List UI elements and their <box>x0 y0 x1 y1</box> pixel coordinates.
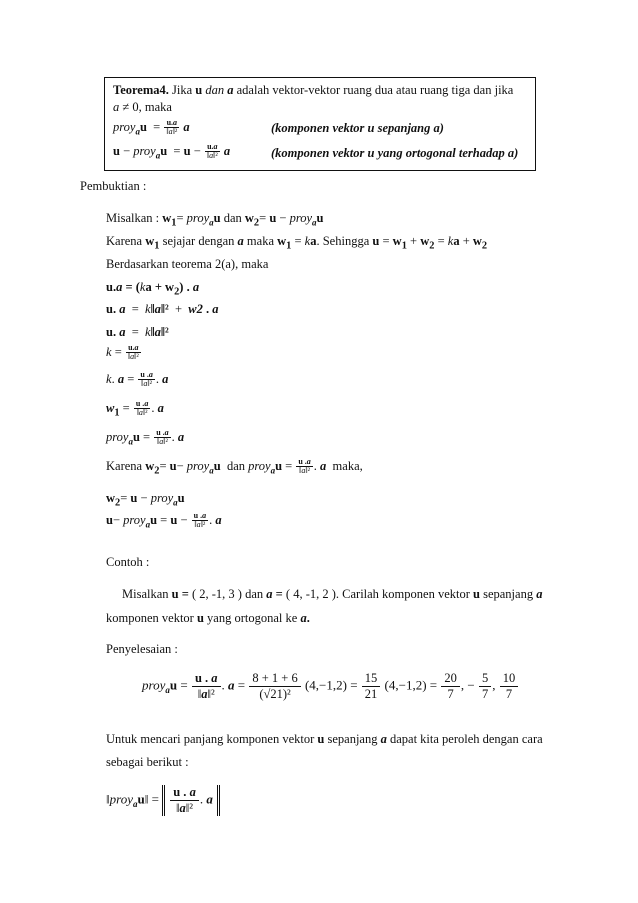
proof-line-7: k = $\frac{u.a}{\text{‖a‖²}}$ <box>106 343 139 362</box>
length-line-2: sebagai berikut : <box>106 755 189 769</box>
proof-line-1: Misalkan : $w_1=$ proy$_a$u dan $w_2= u$ − proy$_a$u <box>106 211 324 229</box>
proof-line-6: u. a = k‖a‖² <box>106 325 169 339</box>
theorem-note-2: (komponen vektor u yang ortogonal terhadap a) <box>271 146 519 160</box>
theorem-formula-1: proy$_a$u = $\frac{u.a}{\text{‖a‖²}}$ a <box>113 118 190 137</box>
solution-heading: Penyelesaian : <box>106 642 178 656</box>
example-problem-line-2: komponen vektor u yang ortogonal ke a. <box>106 611 310 625</box>
proof-line-2: Karena $w_1$ sejajar dengan a maka $w_1$ = ka. Sehingga $u = w_1 + w_2$ = ka + $w_2$ <box>106 234 488 252</box>
proof-line-10: proy$_a$u = $\frac{u .a}{\text{‖a‖²}}$ . a <box>106 428 185 447</box>
theorem-formula-2: u − proy$_a$u = u − $\frac{u.a}{\text{‖a‖²}}$ a <box>113 142 231 161</box>
proof-line-3: Berdasarkan teorema 2(a), maka <box>106 257 269 271</box>
example-problem-line-1: Misalkan u = ( 2, -1, 3 ) dan a = ( 4, -1, 2 ). Carilah komponen vektor u sepanjang a <box>122 587 543 601</box>
theorem-line-1: Teorema4. Jika u dan a adalah vektor-vektor ruang dua atau ruang tiga dan jika <box>113 83 514 97</box>
proof-line-8: k. a = $\frac{u .a}{\text{‖a‖²}}$ . a <box>106 370 169 389</box>
theorem-condition: a ≠ 0, maka <box>113 100 172 114</box>
length-equation: ‖proy$_a$u‖ = $\frac{u . a}{\text{‖a‖²}}$ . a <box>106 785 220 816</box>
proof-heading: Pembuktian : <box>80 179 147 193</box>
length-line-1: Untuk mencari panjang komponen vektor u sepanjang a dapat kita peroleh dengan cara <box>106 732 543 746</box>
proof-line-13: u− proy$_a$u = u − $\frac{u .a}{\text{‖a‖²}}$ . a <box>106 511 222 530</box>
proof-line-5: u. a = k‖a‖² + w2 . a <box>106 302 219 316</box>
proof-line-11: Karena $w_2= u-$ proy$_a$u dan proy$_a$u = $\frac{u .a}{\text{‖a‖²}}$ . a maka, <box>106 457 363 477</box>
solution-equation: proy$_a$u = $\frac{u . a}{\text{‖a‖²}}$ . a = $\frac{8 + 1 + 6}{\text{(√21)²}}$ (4,−1,2) = $\frac{15}{21}$ (4,−1,2) = $\frac{20}{7}$ , − $\frac{5}{7}$ , $\frac{10}{7}$ <box>142 671 519 702</box>
theorem-note-1: (komponen vektor u sepanjang a) <box>271 121 444 135</box>
proof-line-12: $w_2= u$ − proy$_a$u <box>106 491 185 509</box>
proof-line-4: $u.a = (ka + w_2)$ . a <box>106 280 200 298</box>
proof-line-9: $w_1$ = $\frac{u .a}{\text{‖a‖²}}$ . a <box>106 399 164 419</box>
example-heading: Contoh : <box>106 555 150 569</box>
